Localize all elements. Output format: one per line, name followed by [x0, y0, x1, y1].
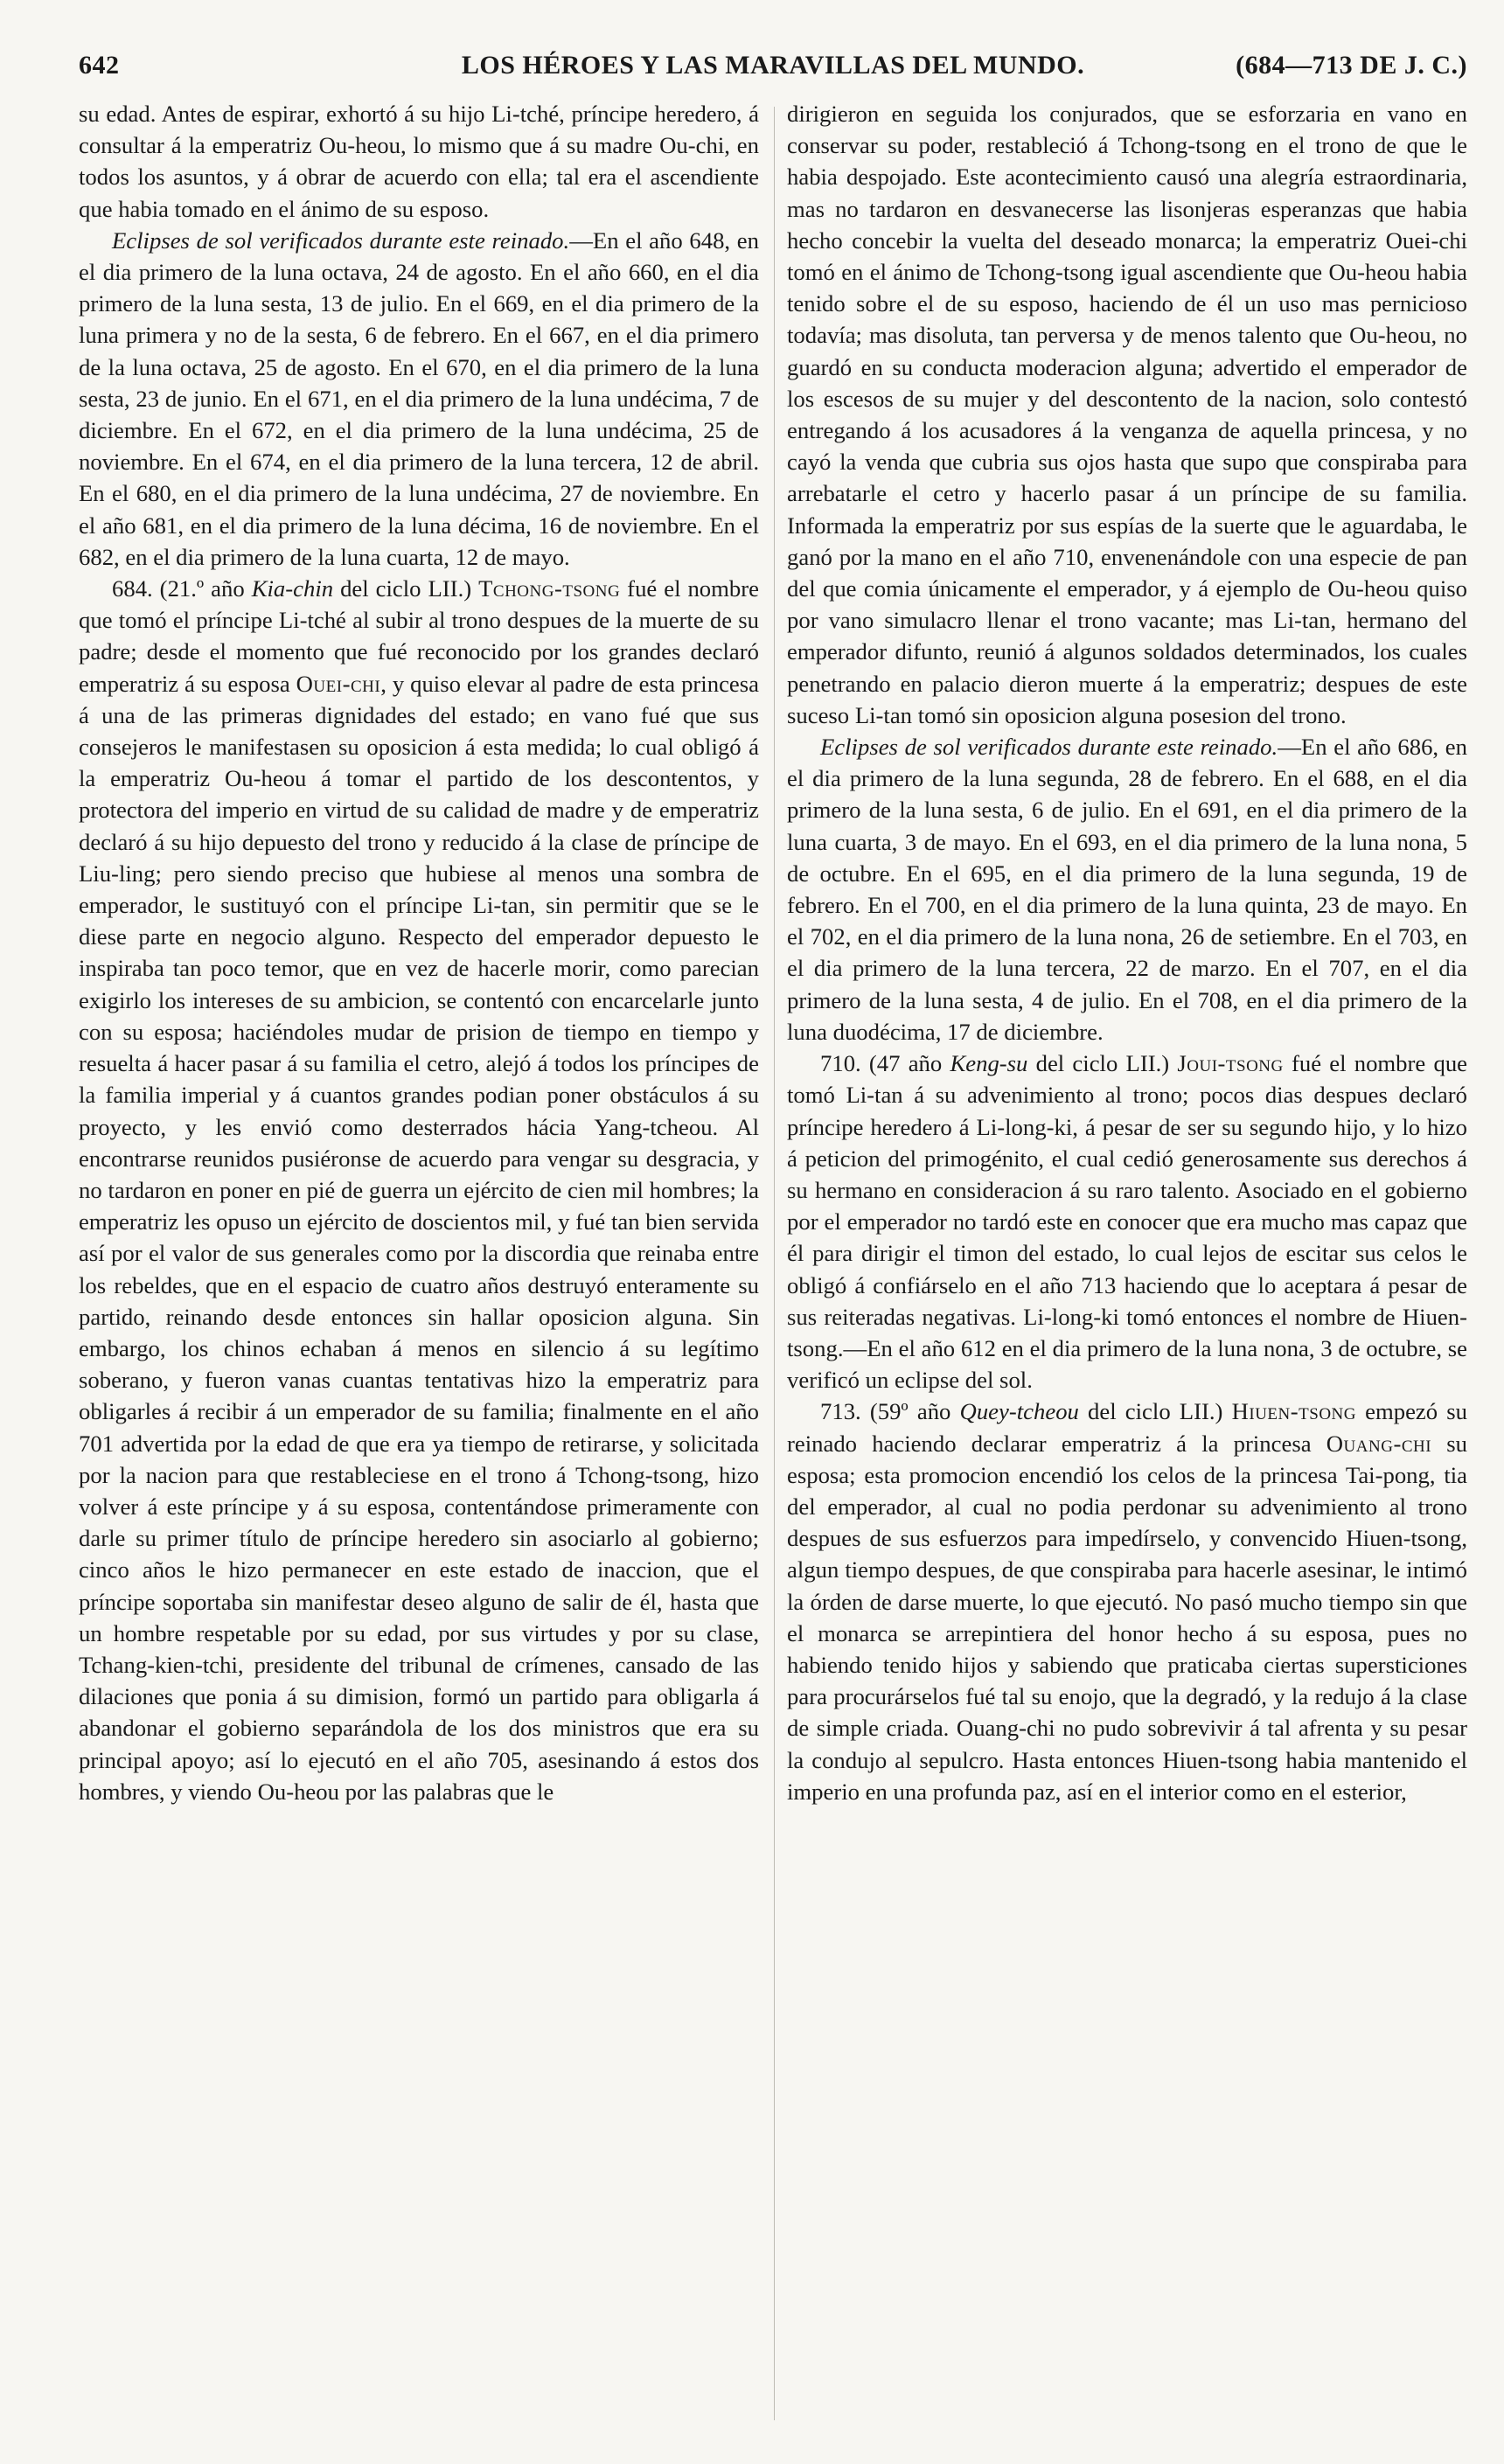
running-head: [79, 51, 1467, 89]
cycle-name: Keng-su: [950, 1050, 1028, 1077]
cycle-name: Quey-tcheou: [959, 1398, 1079, 1425]
right-column: [787, 98, 1467, 1807]
eclipse-paragraph: [79, 225, 759, 573]
eclipse-heading: Eclipses de sol verificados durante este reinado.: [820, 734, 1278, 761]
reign-paragraph: [79, 573, 759, 1807]
page-number: 642: [79, 51, 120, 80]
paragraph-text: empezó su reinado haciendo declarar emperatriz á la princesa: [787, 1398, 1467, 1457]
eclipse-heading: Eclipses de sol verificados durante este reinado.: [112, 226, 570, 254]
emperor-name: Tchong-tsong: [478, 575, 621, 602]
cycle-label: del ciclo LII.): [1027, 1050, 1178, 1077]
paragraph-text: fué el nombre que tomó Li-tan á su advenimiento al trono; pocos dias despues declaró príncipe heredero á Li-long-ki, á pesar de ser su segundo hijo, y lo hizo á peticion del primogénito, el cual cedió generosamente sus derechos á su hermano en consideracion á su raro talento. Asociado en el gobierno por el emperador no tardó este en conocer que era mucho mas capaz que él para dirigir el timon del estado, lo cual lejos de escitar sus celos le obligó á confiárselo en el año 713 haciendo que lo aceptara á pesar de sus reiteradas negativas. Li-long-ki tomó entonces el nombre de Hiuen-tsong.—En el año 612 en el dia primero de la luna nona, 3 de octubre, se verificó un eclipse del sol.: [787, 1050, 1468, 1394]
page-title: LOS HÉROES Y LAS MARAVILLAS DEL MUNDO.: [461, 51, 1085, 80]
year-range: (684—713 DE J. C.): [1236, 51, 1467, 80]
emperor-name: Hiuen-tsong: [1231, 1398, 1356, 1425]
text-columns: [79, 98, 1467, 2429]
cycle-label: del ciclo LII.): [333, 575, 479, 602]
entry-year: 710. (47 año: [820, 1050, 950, 1077]
reign-paragraph: [787, 1396, 1467, 1807]
paragraph-text: su esposa; esta promocion encendió los celos de la princesa Tai-pong, tia del emperador, al cual no podia perdonar su advenimiento al trono despues de sus esfuerzos para impedírselo, y convencido Hiuen-tsong, algun tiempo despues, de que conspiraba para hacerle asesinar, le intimó la órden de darse muerte, lo que ejecutó. No pasó mucho tiempo sin que el monarca se arrepintiera del honor hecho á su esposa, pues no habiendo tenido hijos y sabiendo que praticaba ciertas supersticiones para procurárselos fué tal su enojo, que la degradó, y la redujo á la clase de simple criada. Ouang-chi no pudo sobrevivir á tal afrenta y su pesar la condujo al sepulcro. Hasta entonces Hiuen-tsong habia mantenido el imperio en una profunda paz, así en el interior como en el esterior,: [787, 1430, 1467, 1805]
eclipse-list: —En el año 686, en el dia primero de la luna segunda, 28 de febrero. En el 688, en el dia primero de la luna sesta, 6 de julio. En el 691, en el dia primero de la luna cuarta, 3 de mayo. En el 693, en el dia primero de la luna nona, 5 de octubre. En el 695, en el dia primero de la luna segunda, 19 de febrero. En el 700, en el dia primero de la luna quinta, 23 de mayo. En el 702, en el dia primero de la luna nona, 26 de setiembre. En el 703, en el dia primero de la luna tercera, 22 de marzo. En el 707, en el dia primero de la luna sesta, 4 de julio. En el 708, en el dia primero de la luna duodécima, 17 de diciembre.: [787, 734, 1467, 1045]
paragraph: su edad. Antes de espirar, exhortó á su hijo Li-tché, príncipe heredero, á consultar á la emperatriz Ou-heou, lo mismo que á su madre Ou-chi, en todos los asuntos, y á obrar de acuerdo con ella; tal era el ascendiente que habia tomado en el ánimo de su esposo.: [79, 101, 759, 222]
paragraph-text: , y quiso elevar al padre de esta princesa á una de las primeras dignidades del estado; en vano fué que sus consejeros le manifestasen su oposicion á esta medida; lo cual obligó á la emperatriz Ou-heou á tomar el partido de los descontentos, y protectora del imperio en virtud de su calidad de madre y de emperatriz declaró á su hijo depuesto del trono y reducido á la clase de príncipe de Liu-ling; pero siendo preciso que hubiese al menos una sombra de emperador, le sustituyó con el príncipe Li-tan, sin permitir que se le diese parte en negocio alguno. Respecto del emperador depuesto le inspiraba tan poco temor, que en vez de hacerle morir, como parecian exigirlo los intereses de su ambicion, se contentó con encarcelarle junto con su esposa; haciéndoles mudar de prision de tiempo en tiempo y resuelta á hacer pasar á su familia el cetro, alejó á todos los príncipes de la familia imperial y á cuantos grandes podian poner obstáculos á su proyecto, y les envió como desterrados hácia Yang-tcheou. Al encontrarse reunidos pusiéronse de acuerdo para vengar su desgracia, y no tardaron en poner en pié de guerra un ejército de cien mil hombres; la emperatriz les opuso un ejército de doscientos mil, y fué tan bien servida así por el valor de sus generales como por la discordia que reinaba entre los rebeldes, que en el espacio de cuatro años destruyó enteramente su partido, reinando desde entonces sin hallar oposicion alguna. Sin embargo, los chinos echaban á menos en silencio á su legítimo soberano, y fueron vanas cuantas tentativas hizo la emperatriz para obligarles á recibir á un emperador de su familia; finalmente en el año 701 advertida por la edad de que era ya tiempo de retirarse, y solicitada por la nacion para que restableciese en el trono á Tchong-tsong, hizo volver á este príncipe y á su esposa, contentándose primeramente con darle su primer título de príncipe heredero sin asociarlo al gobierno; cinco años le hizo permanecer en este estado de inaccion, que el príncipe soportaba sin manifestar deseo alguno de salir de él, hasta que un hombre respetable por su edad, por sus virtudes y por su clase, Tchang-kien-tchi, presidente del tribunal de crímenes, cansado de las dilaciones que ponia á su dimision, formó un partido para obligarla á abandonar el gobierno separándola de los dos ministros que era su principal apoyo; así lo ejecutó en el año 705, asesinando á estos dos hombres, y viendo Ou-heou por las palabras que le: [79, 670, 759, 1805]
reign-paragraph: [787, 1048, 1467, 1396]
emperor-name: Joui-tsong: [1177, 1050, 1284, 1077]
cycle-name: Kia-chin: [251, 575, 334, 602]
empress-name: Ouei-chi: [296, 670, 381, 697]
left-column: [79, 98, 759, 1807]
entry-year: 713. (59º año: [820, 1398, 960, 1425]
eclipse-list: —En el año 648, en el dia primero de la luna octava, 24 de agosto. En el año 660, en el dia primero de la luna sesta, 13 de julio. En el 669, en el dia primero de la luna primera y no de la sesta, 6 de febrero. En el 667, en el dia primero de la luna octava, 25 de agosto. En el 670, en el dia primero de la luna sesta, 23 de junio. En el 671, en el dia primero de la luna undécima, 7 de diciembre. En el 672, en el dia primero de la luna undécima, 25 de noviembre. En el 674, en el dia primero de la luna tercera, 12 de abril. En el 680, en el dia primero de la luna undécima, 27 de noviembre. En el año 681, en el dia primero de la luna décima, 16 de noviembre. En el 682, en el dia primero de la luna cuarta, 12 de mayo.: [79, 226, 759, 570]
paragraph-text: fué el nombre que tomó el príncipe Li-tché al subir al trono despues de la muerte de su padre; desde el momento que fué reconocido por los grandes declaró emperatriz á su esposa: [79, 575, 759, 697]
empress-name: Ouang-chi: [1326, 1430, 1432, 1457]
entry-year: 684. (21.º año: [112, 575, 252, 602]
paragraph: dirigieron en seguida los conjurados, que se esforzaria en vano en conservar su poder, restableció á Tchong-tsong en el trono de que le habia despojado. Este acontecimiento causó una alegría estraordinaria, mas no tardaron en desvanecerse las lisonjeras esperanzas que habia hecho concebir la vuelta del deseado monarca; la emperatriz Ouei-chi tomó en el ánimo de Tchong-tsong igual ascendiente que Ou-heou habia tenido sobre el de su esposo, haciendo de él un uso mas pernicioso todavía; mas disoluta, tan perversa y de menos talento que Ou-heou, no guardó en su conducta moderacion alguna; advertido el emperador de los escesos de su mujer y del descontento de la nacion, solo contestó entregando á los acusadores á la venganza de aquella princesa, y no cayó la venda que cubria sus ojos hasta que supo que conspiraba para arrebatarle el cetro y hacerlo pasar á un príncipe de su familia. Informada la emperatriz por sus espías de la suerte que le aguardaba, le ganó por la mano en el año 710, envenenándole con una especie de pan del que comia únicamente el emperador, y á ejemplo de Ou-heou quiso por vano simulacro llenar el trono vacante; mas Li-tan, hermano del emperador difunto, reunió á algunos soldados determinados, los cuales penetrando en palacio dieron muerte á la emperatriz; despues de este suceso Li-tan tomó sin oposicion alguna posesion del trono.: [787, 101, 1467, 728]
column-divider: [774, 107, 775, 2420]
eclipse-paragraph: [787, 731, 1467, 1048]
cycle-label: del ciclo LII.): [1078, 1398, 1232, 1425]
